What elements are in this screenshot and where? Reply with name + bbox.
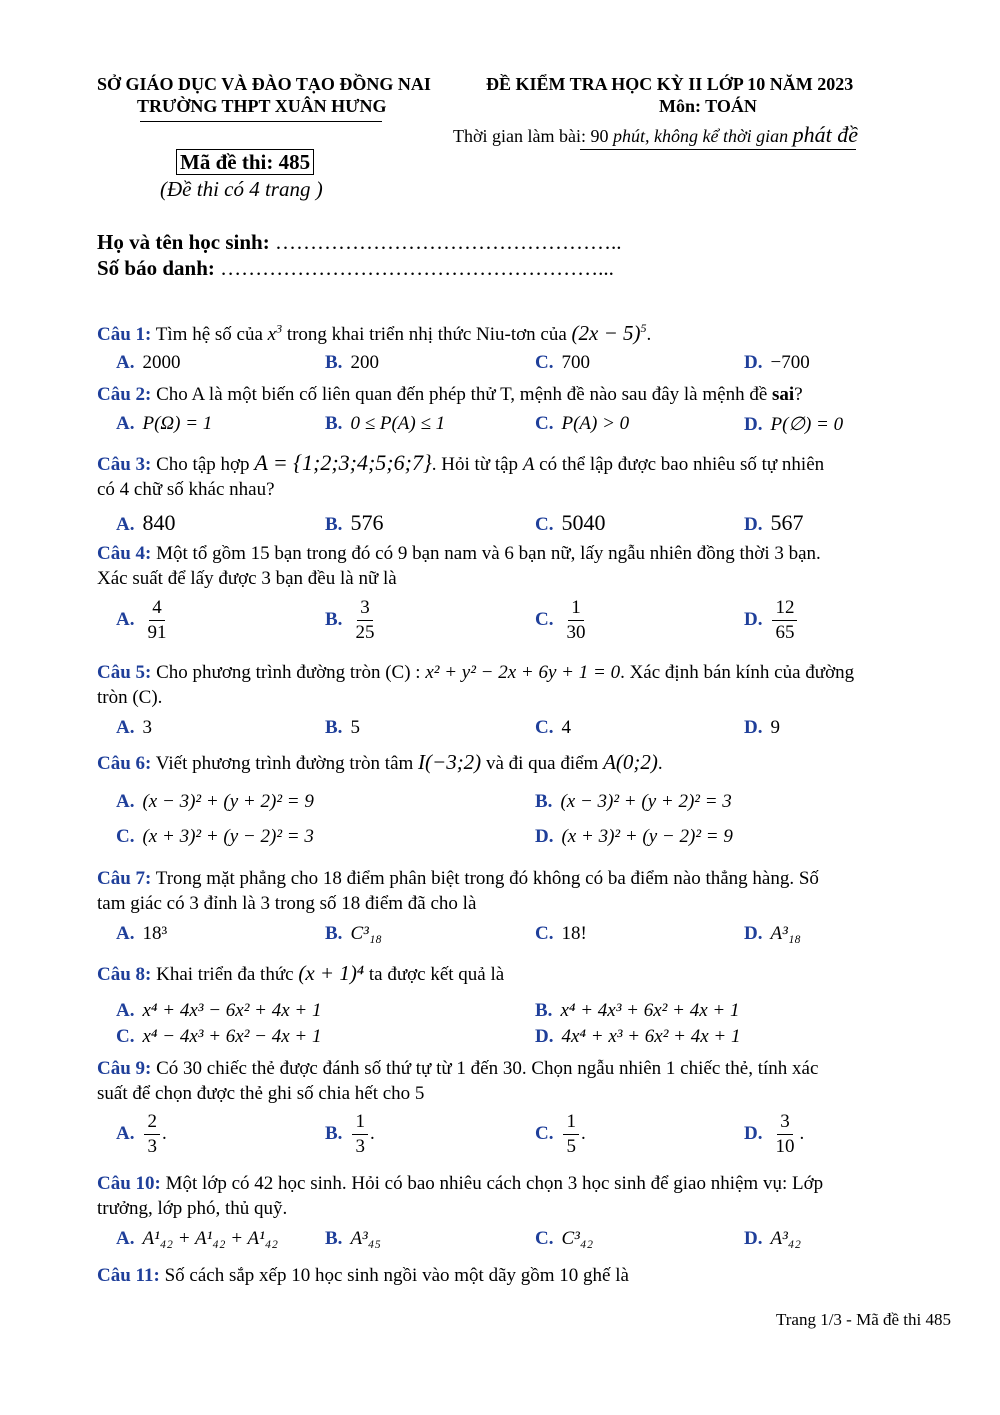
question-text: Số cách sắp xếp 10 học sinh ngồi vào một dãy gồm 10 ghế là [159, 1265, 629, 1286]
option-label: D. [535, 826, 554, 847]
fraction [563, 1112, 579, 1157]
option-label: A. [116, 1000, 135, 1021]
student-name-dots: ………………………………………….. [274, 230, 622, 254]
option-b[interactable] [325, 352, 379, 374]
option-label: A. [116, 923, 135, 944]
duration-note-end: phát đề [792, 122, 858, 147]
option-a[interactable] [116, 1000, 322, 1022]
student-id-label: Số báo danh: [97, 256, 221, 280]
numerator: 3 [777, 1112, 793, 1135]
option-label: A. [116, 413, 135, 434]
option-d[interactable] [744, 413, 843, 436]
option-value: x⁴ − 4x³ + 6x² − 4x + 1 [142, 1026, 322, 1047]
department-name: SỞ GIÁO DỤC VÀ ĐÀO TẠO ĐỒNG NAI [97, 74, 431, 94]
option-value: C³₄₂ [561, 1228, 594, 1249]
option-value: A³₁₈ [770, 923, 801, 944]
option-label: C. [116, 826, 135, 847]
option-value: 2000 [142, 352, 181, 373]
student-id-dots: ………………………………………………... [220, 256, 614, 280]
option-label: C. [535, 1228, 554, 1249]
option-b[interactable] [325, 923, 382, 945]
option-c[interactable] [535, 717, 571, 739]
option-label: C. [535, 608, 554, 630]
option-a[interactable] [116, 598, 171, 643]
question-label: Câu 2: [97, 384, 152, 405]
option-value: 5040 [561, 510, 606, 535]
option-label: C. [535, 717, 554, 738]
option-label: D. [744, 923, 763, 944]
question-text: tròn (C). [97, 687, 163, 708]
option-b[interactable] [325, 598, 379, 643]
question-2 [97, 382, 947, 407]
option-d[interactable] [744, 717, 780, 739]
denominator: 65 [775, 621, 795, 643]
fraction [352, 598, 377, 643]
option-b[interactable] [535, 791, 732, 813]
denominator: 3 [355, 1135, 365, 1157]
option-label: B. [325, 413, 343, 434]
option-d[interactable] [535, 1026, 741, 1048]
option-a[interactable]: A. $\frac{2}{3}$ . [116, 1111, 167, 1157]
option-label: D. [744, 514, 763, 535]
option-value: 0 ≤ P(A) ≤ 1 [350, 413, 446, 434]
question-text: Cho tập hợp [151, 454, 255, 475]
math-equation: x² + y² − 2x + 6y + 1 = 0 [425, 662, 621, 683]
question-text: suất để chọn được thẻ ghi số chia hết cho 5 [97, 1083, 425, 1104]
option-label: C. [535, 413, 554, 434]
fraction [144, 598, 169, 643]
option-c[interactable] [535, 923, 587, 945]
option-label: B. [325, 514, 343, 535]
option-value: A¹₄₂ + A¹₄₂ + A¹₄₂ [142, 1228, 278, 1249]
question-text: Có 30 chiếc thẻ được đánh số thứ tự từ 1 đến 30. Chọn ngẫu nhiên 1 chiếc thẻ, tính xác [151, 1058, 819, 1079]
question-text: Xác suất để lấy được 3 bạn đều là nữ là [97, 568, 397, 589]
option-value: P(∅) = 0 [770, 414, 844, 435]
option-b[interactable] [325, 413, 445, 435]
question-label: Câu 6: [97, 753, 152, 774]
exam-duration [453, 122, 858, 148]
option-label: B. [325, 352, 343, 373]
emphasis-false: sai [772, 384, 795, 405]
option-label: A. [116, 352, 135, 373]
question-8 [97, 961, 947, 987]
option-value: 18! [561, 923, 587, 944]
exam-code-box: Mã đề thi: 485 [176, 149, 314, 175]
question-label: Câu 3: [97, 454, 152, 475]
question-11 [97, 1263, 947, 1288]
option-value: C³₁₈ [350, 923, 383, 944]
question-4 [97, 541, 947, 591]
option-label: D. [744, 1228, 763, 1249]
option-c[interactable] [116, 1026, 322, 1048]
question-text: và đi qua điểm [481, 753, 604, 774]
question-7 [97, 866, 947, 916]
denominator: 91 [147, 621, 167, 643]
math-polynomial: (x + 1)⁴ [298, 961, 365, 985]
question-label: Câu 7: [97, 868, 152, 889]
duration-note: phút, không kể thời gian [613, 126, 793, 146]
question-label: Câu 5: [97, 662, 152, 683]
numerator: 12 [772, 598, 797, 621]
denominator: 3 [147, 1135, 157, 1157]
numerator: 4 [149, 598, 165, 621]
option-a[interactable] [116, 510, 175, 536]
option-value: A³₄₅ [350, 1228, 381, 1249]
question-text: Cho A là một biến cố liên quan đến phép thử T, mệnh đề nào sau đây là mệnh đề [151, 384, 773, 405]
option-label: D. [744, 352, 763, 373]
question-1 [97, 316, 947, 347]
question-3: Câu 3: Cho tập hợp A = {1;2;3;4;5;6;7}. Hỏi từ tập A có thể lập được bao nhiêu số tự nhiên có 4 chữ số khác nhau? [97, 450, 825, 500]
question-text: . Xác định bán kính của đường [620, 662, 855, 683]
option-label: C. [535, 514, 554, 535]
question-label: Câu 11: [97, 1265, 160, 1286]
option-a[interactable] [116, 791, 314, 813]
option-value: 4x⁴ + x³ + 6x² + 4x + 1 [561, 1026, 741, 1047]
option-label: C. [535, 1122, 554, 1144]
option-label: D. [535, 1026, 554, 1047]
option-c[interactable] [535, 413, 629, 435]
question-text: tam giác có 3 đỉnh là 3 trong số 18 điểm đã cho là [97, 893, 477, 914]
question-text: Viết phương trình đường tròn tâm [151, 753, 419, 774]
question-text: Trong mặt phẳng cho 18 điểm phân biệt trong đó không có ba điểm nào thẳng hàng. Số [151, 868, 819, 889]
fraction [772, 1112, 797, 1157]
math-set: A = {1;2;3;4;5;6;7} [254, 450, 432, 475]
option-value: A³₄₂ [770, 1228, 801, 1249]
fraction [352, 1112, 368, 1157]
denominator: 30 [566, 621, 586, 643]
option-label: B. [325, 923, 343, 944]
option-d[interactable] [744, 352, 810, 374]
denominator: 5 [566, 1135, 576, 1157]
option-label: A. [116, 514, 135, 535]
option-label: B. [325, 1228, 343, 1249]
question-6 [97, 750, 947, 776]
option-value: P(Ω) = 1 [142, 413, 213, 434]
option-label: B. [535, 1000, 553, 1021]
option-label: B. [535, 791, 553, 812]
page-count-note: (Đề thi có 4 trang ) [160, 177, 323, 201]
option-c[interactable] [535, 510, 605, 536]
math-binomial: $(2x - 5)^5$ [571, 321, 647, 345]
numerator: 1 [352, 1112, 368, 1135]
question-text: Một tổ gồm 15 bạn trong đó có 9 bạn nam và 6 bạn nữ, lấy ngẫu nhiên đồng thời 3 bạn. [151, 543, 821, 564]
option-label: A. [116, 717, 135, 738]
option-value: (x + 3)² + (y − 2)² = 9 [561, 826, 733, 847]
option-label: A. [116, 1228, 135, 1249]
numerator: 1 [568, 598, 584, 621]
option-value: x⁴ + 4x³ + 6x² + 4x + 1 [560, 1000, 740, 1021]
option-a[interactable] [116, 717, 152, 739]
option-d[interactable] [744, 923, 801, 945]
math-point: A(0;2) [603, 750, 658, 774]
question-label: Câu 8: [97, 964, 152, 985]
question-text: Một lớp có 42 học sinh. Hỏi có bao nhiêu cách chọn 3 học sinh để giao nhiệm vụ: Lớp [160, 1173, 824, 1194]
option-value: 9 [770, 717, 780, 738]
option-c[interactable] [535, 598, 590, 643]
option-label: C. [535, 923, 554, 944]
math-x-cubed: $x^3$ [267, 321, 283, 345]
option-value: 840 [142, 510, 176, 535]
exam-title: ĐỀ KIỂM TRA HỌC KỲ II LỚP 10 NĂM 2023 [486, 74, 854, 94]
option-c[interactable]: C. $\frac{1}{5}$ . [535, 1111, 586, 1157]
option-value: −700 [770, 352, 810, 373]
question-text: có thể lập được bao nhiêu số tự nhiên [534, 454, 825, 475]
numerator: 3 [357, 598, 373, 621]
option-d[interactable] [535, 826, 733, 848]
question-9 [97, 1056, 947, 1106]
option-c[interactable] [535, 352, 590, 374]
question-text: ? [794, 384, 803, 405]
question-text: Tìm hệ số của [151, 324, 268, 345]
question-5 [97, 660, 947, 710]
option-b[interactable]: B. $\frac{1}{3}$ . [325, 1111, 375, 1157]
school-name: TRƯỜNG THPT XUÂN HƯNG [137, 96, 387, 116]
option-value: (x + 3)² + (y − 2)² = 3 [142, 826, 314, 847]
option-value: 567 [770, 510, 804, 535]
option-c[interactable] [116, 826, 314, 848]
option-value: 5 [350, 717, 360, 738]
option-label: B. [325, 608, 343, 630]
question-10 [97, 1171, 947, 1221]
question-text: trong khai triển nhị thức Niu-tơn của [282, 324, 572, 345]
option-a[interactable] [116, 352, 180, 374]
option-d[interactable] [744, 1228, 801, 1250]
numerator: 2 [144, 1112, 160, 1135]
question-text: Khai triển đa thức [151, 964, 299, 985]
option-value: (x − 3)² + (y + 2)² = 3 [560, 791, 732, 812]
student-name-label: Họ và tên học sinh: [97, 230, 275, 254]
numerator: 1 [563, 1112, 579, 1135]
option-label: D. [744, 717, 763, 738]
option-value: P(A) > 0 [561, 413, 630, 434]
option-label: B. [325, 1122, 343, 1144]
denominator: 10 [775, 1135, 795, 1157]
option-d[interactable] [744, 510, 803, 536]
question-text: có 4 chữ số khác nhau? [97, 479, 275, 500]
duration-underline [580, 149, 856, 150]
subject: Môn: TOÁN [659, 96, 757, 116]
question-label: Câu 4: [97, 543, 152, 564]
question-text: . Hỏi từ tập [431, 454, 523, 475]
option-label: A. [116, 1122, 135, 1144]
question-text: Cho phương trình đường tròn (C) : [151, 662, 426, 683]
option-value: 3 [142, 717, 152, 738]
option-value: x⁴ + 4x³ − 6x² + 4x + 1 [142, 1000, 322, 1021]
school-underline [140, 121, 382, 122]
option-label: A. [116, 791, 135, 812]
option-value: 200 [350, 352, 379, 373]
student-id-line[interactable] [97, 256, 614, 281]
fraction [772, 598, 797, 643]
option-a[interactable] [116, 413, 212, 435]
option-label: C. [116, 1026, 135, 1047]
question-label: Câu 1: [97, 324, 152, 345]
option-label: A. [116, 608, 135, 630]
option-a[interactable] [116, 923, 167, 945]
option-label: B. [325, 717, 343, 738]
question-text: . [657, 753, 663, 774]
denominator: 25 [355, 621, 375, 643]
option-label: D. [744, 1122, 763, 1144]
option-b[interactable] [325, 717, 360, 739]
option-value: 18³ [142, 923, 168, 944]
student-name-line[interactable] [97, 230, 621, 255]
option-b[interactable] [535, 1000, 739, 1022]
option-d[interactable]: D. $\frac{3}{10}$ . [744, 1111, 805, 1157]
page-footer: Trang 1/3 - Mã đề thi 485 [775, 1310, 951, 1329]
question-text: . [646, 324, 652, 345]
option-d[interactable] [744, 598, 799, 643]
math-center: I(−3;2) [418, 750, 482, 774]
option-b[interactable] [325, 1228, 381, 1250]
fraction [563, 598, 588, 643]
question-label: Câu 9: [97, 1058, 152, 1079]
option-label: D. [744, 608, 763, 630]
option-value: 700 [561, 352, 590, 373]
question-text: trưởng, lớp phó, thủ quỹ. [97, 1198, 288, 1219]
option-a[interactable] [116, 1228, 278, 1250]
option-b[interactable] [325, 510, 383, 536]
question-label: Câu 10: [97, 1173, 161, 1194]
duration-text: Thời gian làm bài: 90 [453, 126, 613, 146]
option-value: (x − 3)² + (y + 2)² = 9 [142, 791, 314, 812]
option-c[interactable] [535, 1228, 593, 1250]
fraction [144, 1112, 160, 1157]
option-value: 4 [561, 717, 571, 738]
option-label: D. [744, 414, 763, 435]
option-label: C. [535, 352, 554, 373]
option-value: 576 [350, 510, 384, 535]
question-text: ta được kết quả là [364, 964, 505, 985]
